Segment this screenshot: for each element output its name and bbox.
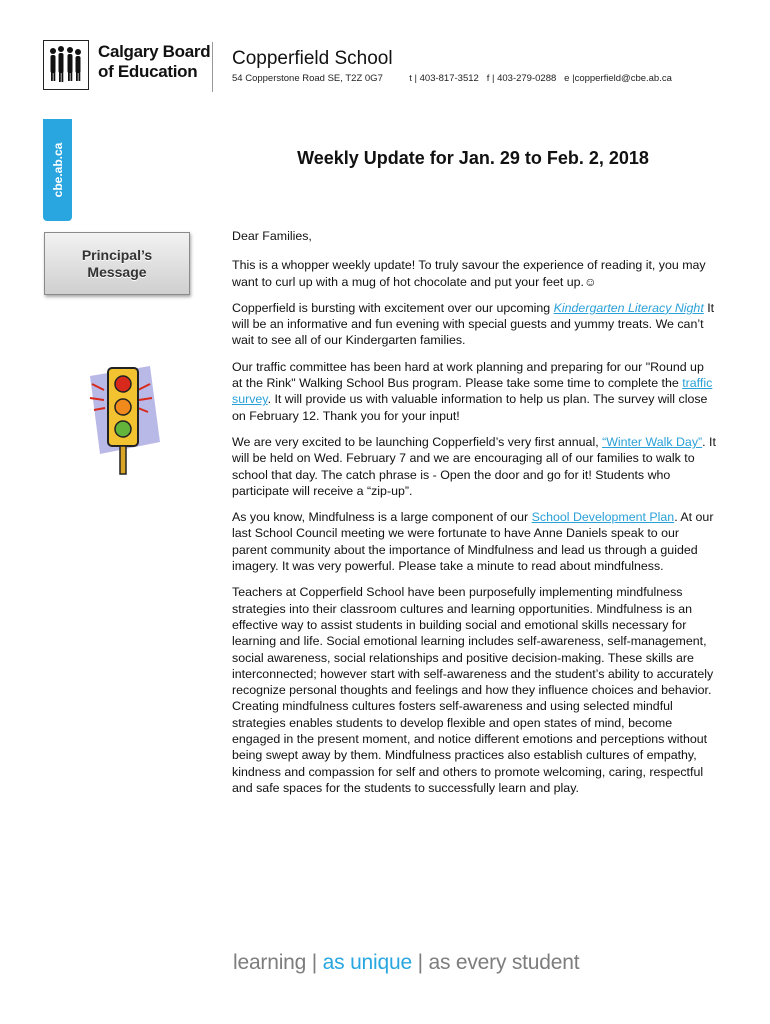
footer-learning: learning: [233, 951, 312, 974]
paragraph-winter-walk: [232, 434, 716, 499]
paragraph-text: . At our last School Council meeting we were fortunate to have Anne Daniels speak to our parent community about the importance of Mindfulness and lead us through a guided imagery. It was very powerful. Please take a minute to read about mindfulness.: [232, 510, 714, 574]
paragraph-mindfulness: [232, 509, 716, 574]
org-name-line2: of Education: [98, 62, 198, 81]
school-name: Copperfield School: [232, 48, 393, 69]
paragraph-text: Our traffic committee has been hard at work planning and preparing for our "Round up at the Rink" Walking School Bus program. Please take some time to complete the: [232, 359, 704, 391]
greeting: Dear Families,: [232, 229, 312, 243]
paragraph-text: . It will be held on Wed. February 7 and we are encouraging all of our families to walk to school that day. The catch phrase is - Open the door and go for it! Students who participate will receive a “zip-up”.: [232, 434, 716, 498]
page-title: Weekly Update for Jan. 29 to Feb. 2, 2018: [297, 148, 649, 168]
header-divider: [212, 42, 213, 92]
org-name: [98, 42, 218, 82]
cbe-side-tab-label: cbe.ab.ca: [50, 142, 65, 198]
kindergarten-literacy-night-link[interactable]: Kindergarten Literacy Night: [553, 300, 704, 315]
paragraph-intro: This is a whopper weekly update! To truly savour the experience of reading it, you may want to curl up with a mug of hot chocolate and put your feet up.☺: [232, 258, 706, 289]
paragraph-text: . It will provide us with valuable information to help us plan. The survey will close on February 12. Thank you for your input!: [232, 392, 708, 423]
school-contact: 54 Copperstone Road SE, T2Z 0G7 t | 403-817-3512 f | 403-279-0288 e |copperfield@cbe.ab.ca: [232, 73, 672, 84]
traffic-survey-link[interactable]: traffic survey: [232, 376, 713, 407]
paragraph-text: Copperfield is bursting with excitement over our upcoming: [232, 300, 554, 315]
paragraph-traffic: [232, 359, 716, 424]
footer-as-unique: as unique: [317, 951, 418, 974]
principal-message-box: [44, 232, 190, 295]
winter-walk-day-link[interactable]: “Winter Walk Day”: [602, 434, 703, 449]
footer-as-every-student: as every student: [422, 951, 580, 974]
cbe-logo-icon: [43, 40, 89, 90]
paragraph-kindergarten: [232, 300, 716, 349]
school-development-plan-link[interactable]: School Development Plan: [531, 510, 675, 525]
footer-separator: |: [417, 951, 423, 974]
paragraph-text: We are very excited to be launching Copperfield’s very first annual,: [232, 434, 603, 449]
paragraph-text: It will be an informative and fun evening with special guests and yummy treats. We can’t wait to see all of our Kindergarten families.: [232, 300, 715, 348]
traffic-light-icon: [78, 362, 163, 477]
cbe-side-tab[interactable]: [43, 119, 72, 221]
principal-message-line2: Message: [87, 263, 147, 280]
footer-separator: |: [311, 951, 318, 974]
principal-message-line1: Principal’s: [81, 246, 153, 263]
org-name-line1: Calgary Board: [98, 42, 211, 61]
paragraph-text: As you know, Mindfulness is a large component of our: [232, 510, 532, 525]
letter-body: [232, 228, 716, 806]
paragraph-teachers: Teachers at Copperfield School have been purposefully implementing mindfulness strategies into their classroom cultures and learning opportunities. Mindfulness is an effective way to assist students in building social and emotional skills necessary for learning and life. Social emotional learning includes self-awareness, self-management, social awareness, social relationships and positive decision-making. These skills are interconnected; however start with self-awareness and the student’s ability to accurately recognize personal thoughts and feelings and how they influence choices and behavior. Creating mindfulness cultures fosters self-awareness and using selected mindful strategies enables students to develop flexible and open states of mind, become engaged in the present moment, and notice different emotions and perceptions without being swept away by them. Mindfulness practices also establish cultures of empathy, kindness and compassion for self and others to promote welcoming, caring, respectful and safe spaces for the students to successfully learn and play.: [232, 585, 714, 795]
footer-tagline: [233, 951, 579, 975]
